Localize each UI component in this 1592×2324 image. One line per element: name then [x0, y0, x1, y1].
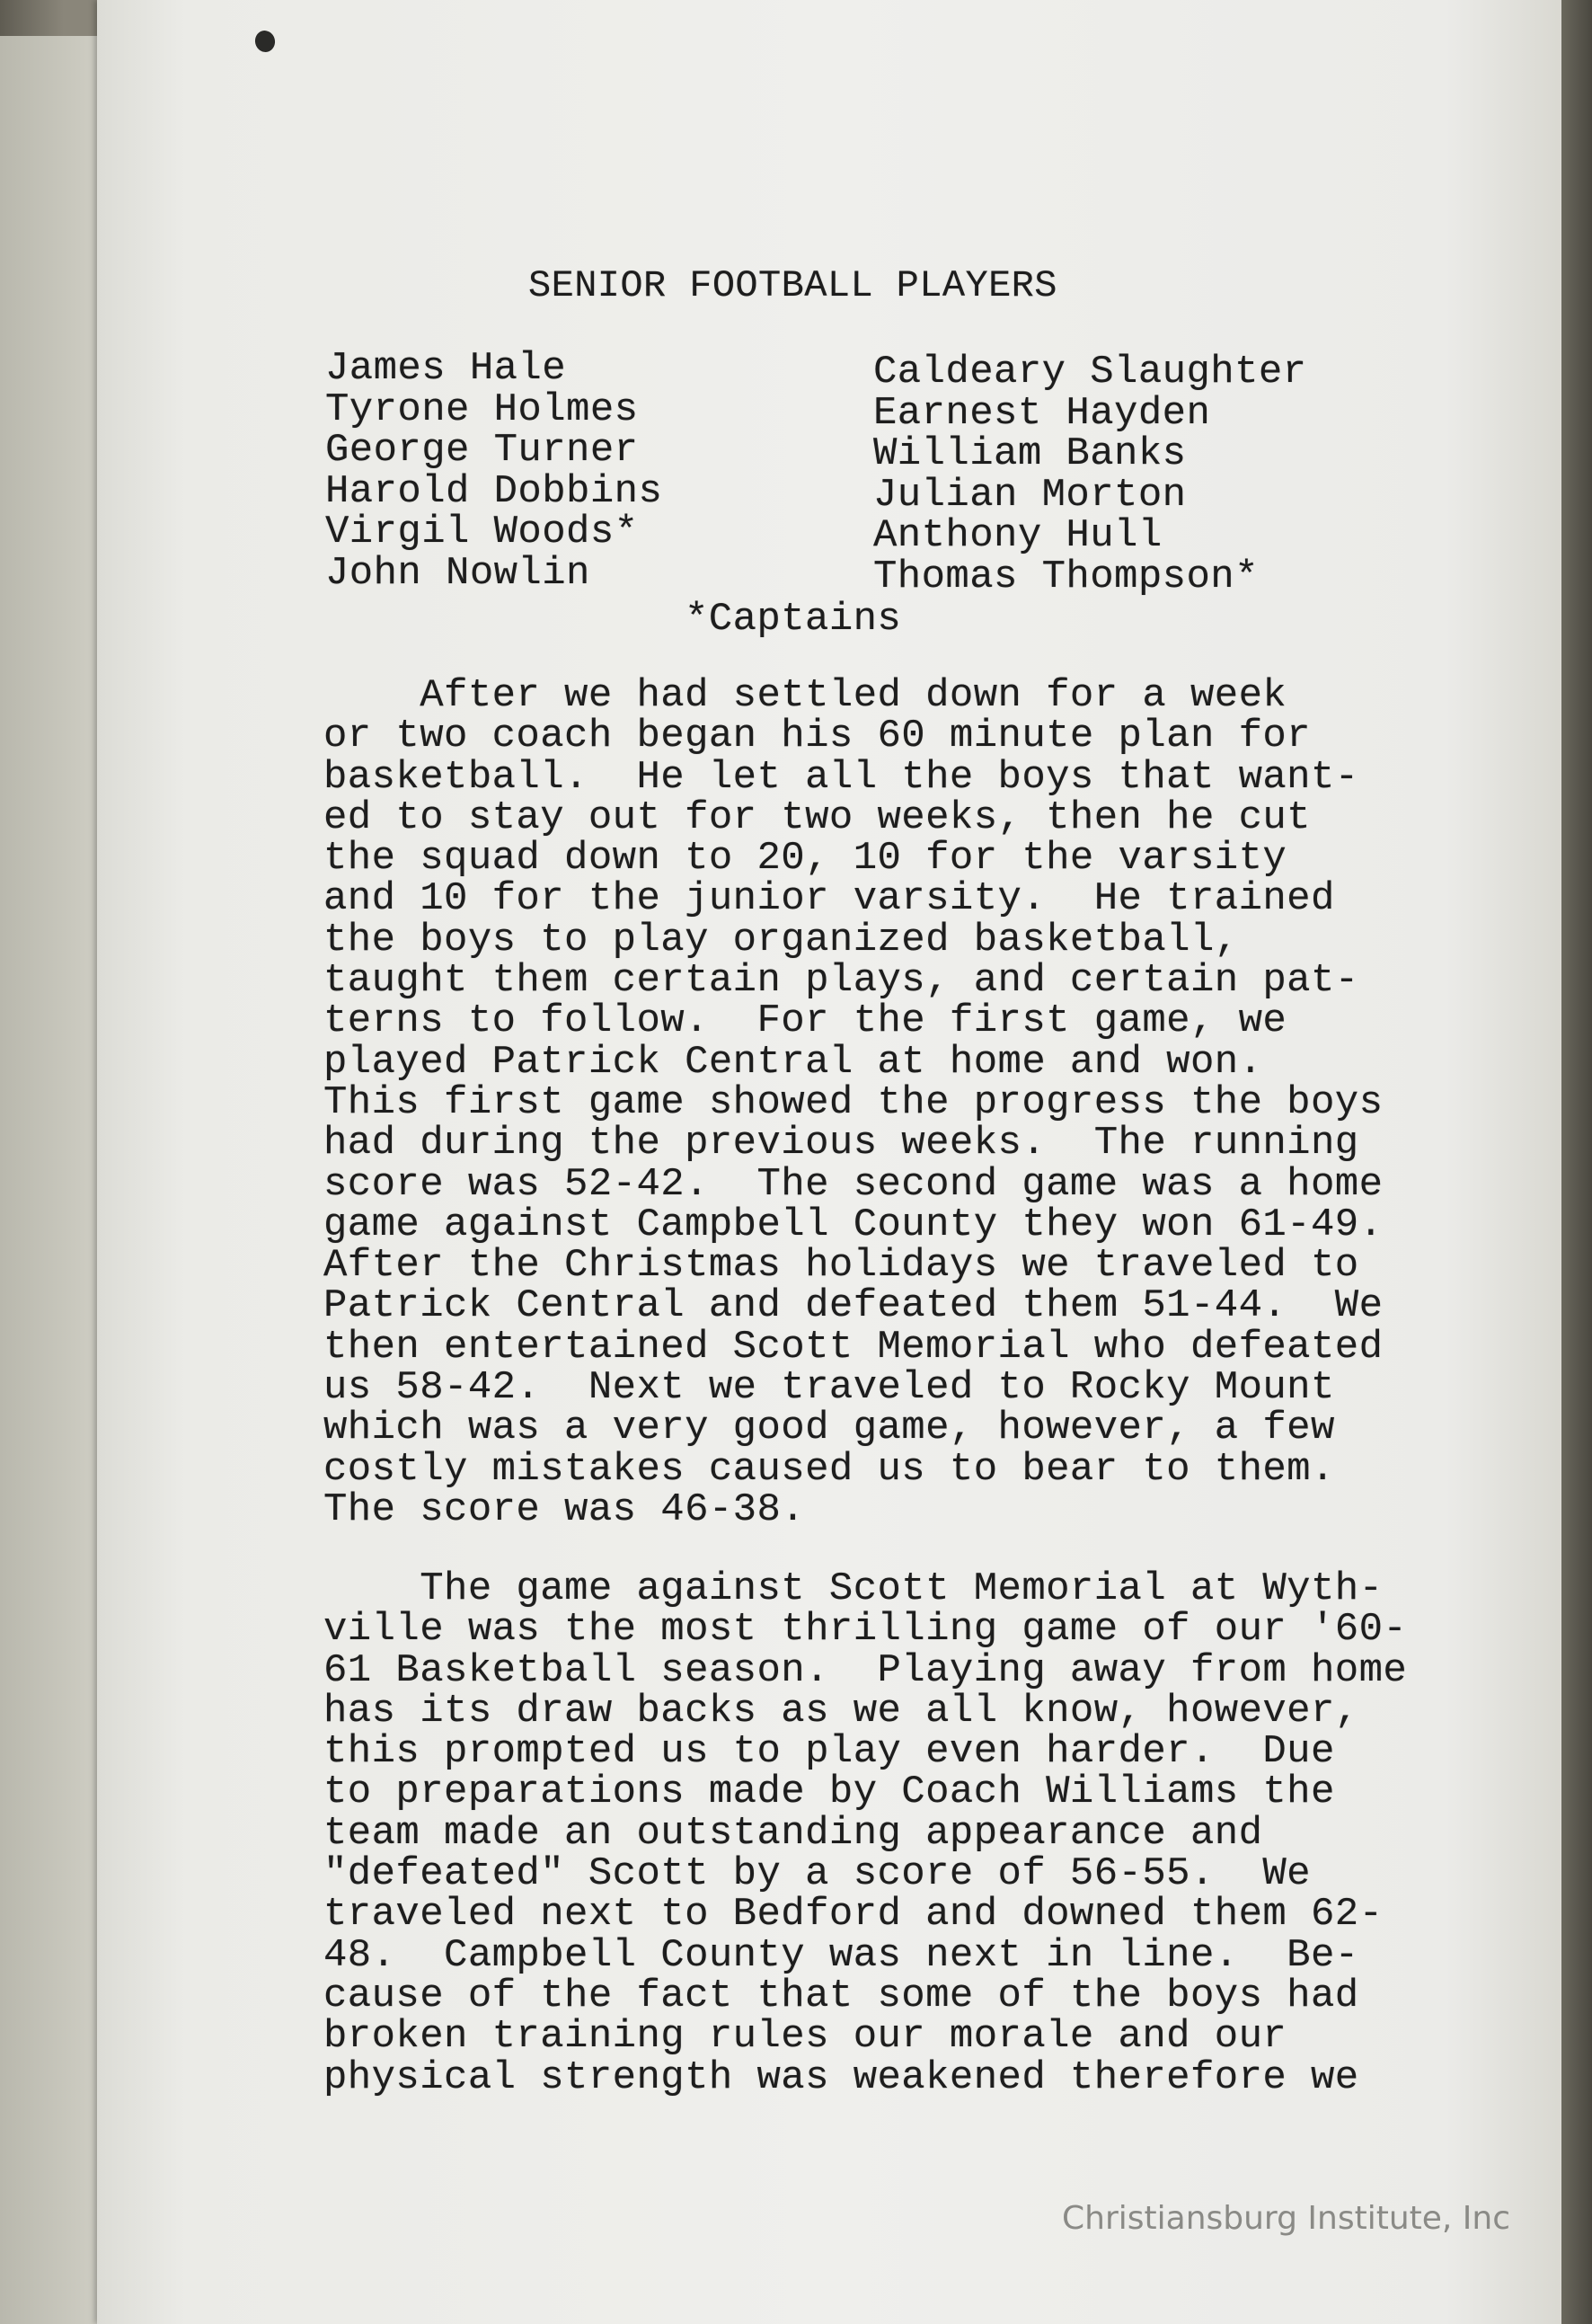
- text-line: score was 52-42. The second game was a home: [323, 1161, 1384, 1207]
- text-line: After the Christmas holidays we traveled to: [323, 1243, 1359, 1289]
- text-line: terns to follow. For the first game, we: [323, 998, 1287, 1044]
- text-line: physical strength was weakened therefore we: [323, 2054, 1359, 2100]
- page-title: SENIOR FOOTBALL PLAYERS: [528, 264, 1057, 307]
- text-line: broken training rules our morale and our: [323, 2014, 1287, 2060]
- player-name: Harold Dobbins: [325, 468, 663, 514]
- roster-right-column: [873, 352, 1306, 598]
- text-line: taught them certain plays, and certain pat-: [323, 958, 1359, 1004]
- text-line: or two coach began his 60 minute plan for: [323, 714, 1311, 759]
- captains-footnote: *Captains: [685, 597, 902, 642]
- player-name: Caldeary Slaughter: [873, 350, 1307, 395]
- player-name: Julian Morton: [873, 472, 1187, 518]
- text-line: team made an outstanding appearance and: [323, 1810, 1263, 1856]
- text-line: The score was 46-38.: [323, 1486, 806, 1532]
- text-line: and 10 for the junior varsity. He trained: [323, 876, 1335, 922]
- text-line: ed to stay out for two weeks, then he cut: [323, 794, 1311, 840]
- text-line: 61 Basketball season. Playing away from home: [323, 1647, 1408, 1693]
- player-name: John Nowlin: [325, 550, 590, 596]
- text-line: the squad down to 20, 10 for the varsity: [323, 836, 1287, 882]
- text-line: After we had settled down for a week: [323, 673, 1287, 718]
- text-line: to preparations made by Coach Williams the: [323, 1770, 1335, 1815]
- archive-watermark: Christiansburg Institute, Inc: [1062, 2200, 1511, 2237]
- player-name: James Hale: [325, 346, 567, 391]
- page-right-edge: [1561, 0, 1592, 2324]
- player-name: William Banks: [873, 431, 1187, 476]
- player-name: George Turner: [325, 428, 639, 473]
- text-line: traveled next to Bedford and downed them 62-: [323, 1892, 1384, 1938]
- text-line: 48. Campbell County was next in line. Be-: [323, 1932, 1359, 1978]
- text-line: This first game showed the progress the boys: [323, 1079, 1384, 1125]
- roster-left-column: [325, 346, 663, 596]
- text-line: costly mistakes caused us to bear to them.: [323, 1446, 1335, 1492]
- text-line: has its draw backs as we all know, however,: [323, 1688, 1359, 1734]
- player-name: Virgil Woods*: [325, 510, 639, 554]
- text-line: had during the previous weeks. The running: [323, 1121, 1359, 1166]
- player-name: Tyrone Holmes: [325, 386, 639, 432]
- text-line: Patrick Central and defeated them 51-44. We: [323, 1283, 1384, 1329]
- paragraph-scott-memorial-game: [323, 1566, 1420, 2100]
- text-line: the boys to play organized basketball,: [323, 917, 1239, 962]
- player-name: Anthony Hull: [873, 513, 1163, 558]
- text-line: this prompted us to play even harder. Due: [323, 1729, 1335, 1775]
- text-line: played Patrick Central at home and won.: [323, 1039, 1263, 1085]
- paragraph-basketball-season: [323, 673, 1420, 1532]
- text-line: us 58-42. Next we traveled to Rocky Mount: [323, 1365, 1335, 1411]
- text-line: ville was the most thrilling game of our '60-: [323, 1607, 1408, 1653]
- text-line: which was a very good game, however, a few: [323, 1406, 1335, 1451]
- text-line: "defeated" Scott by a score of 56-55. We: [323, 1851, 1311, 1897]
- text-line: then entertained Scott Memorial who defeated: [323, 1324, 1384, 1370]
- player-name: Thomas Thompson*: [873, 554, 1259, 599]
- text-line: basketball. He let all the boys that want-: [323, 754, 1359, 800]
- text-line: cause of the fact that some of the boys had: [323, 1973, 1359, 2018]
- player-name: Earnest Hayden: [873, 390, 1211, 436]
- text-line: The game against Scott Memorial at Wyth-: [323, 1566, 1384, 1611]
- text-line: game against Campbell County they won 61-49.: [323, 1202, 1384, 1247]
